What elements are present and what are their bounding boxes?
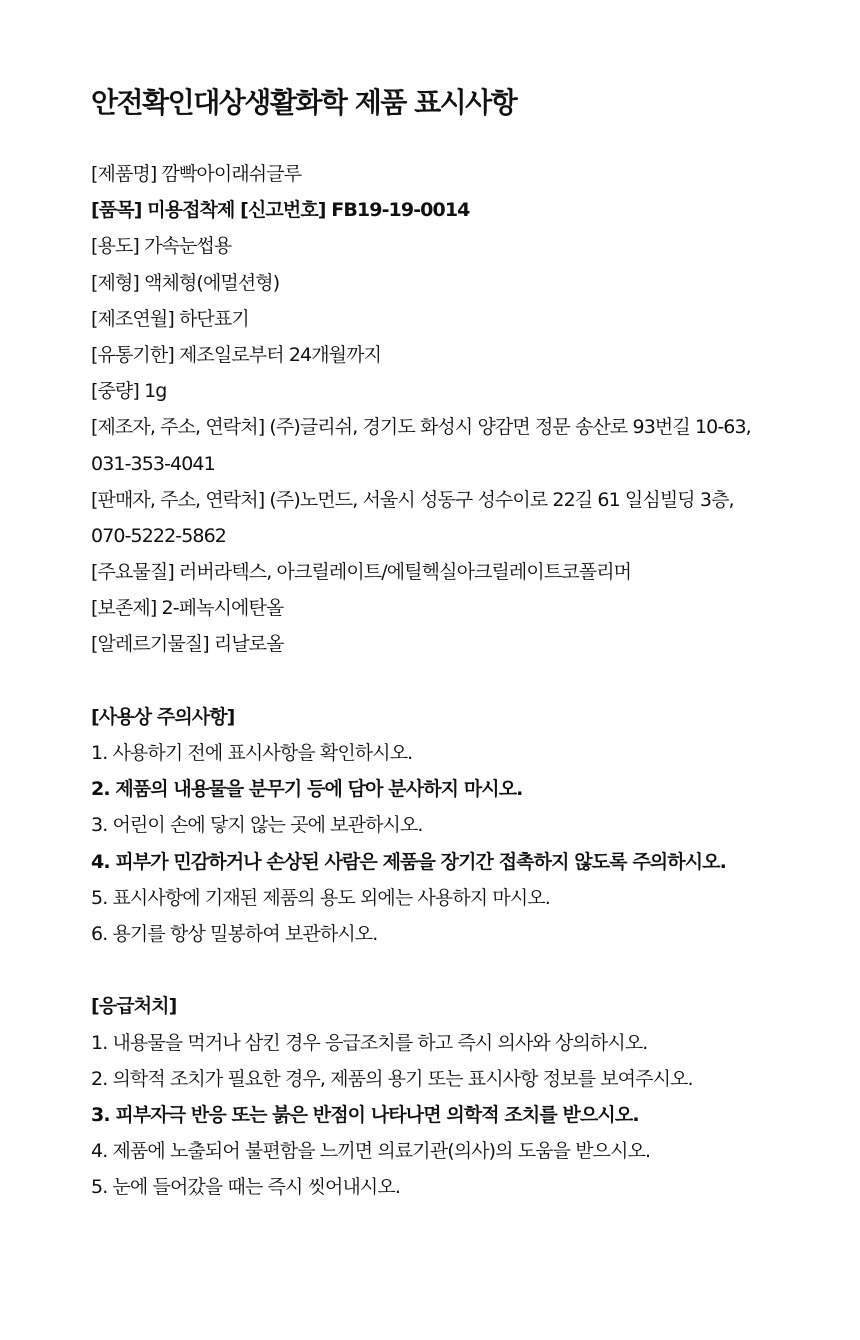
weight-line: [중량] 1g <box>91 380 167 403</box>
cautions-section <box>91 699 800 952</box>
first-aid-item: 5. 눈에 들어갔을 때는 즉시 씻어내시오. <box>91 1176 400 1199</box>
manufacturer-phone-line: 031-353-4041 <box>91 452 215 475</box>
manufacturer-line: [제조자, 주소, 연락처] (주)글리쉬, 경기도 화성시 양감면 정문 송산로 93번길 10-63, <box>91 416 751 439</box>
first-aid-item: 4. 제품에 노출되어 불편함을 느끼면 의료기관(의사)의 도움을 받으시오. <box>91 1140 651 1163</box>
caution-item: 2. 제품의 내용물을 분무기 등에 담아 분사하지 마시오. <box>91 778 523 801</box>
caution-item: 5. 표시사항에 기재된 제품의 용도 외에는 사용하지 마시오. <box>91 886 550 909</box>
item-registration-line: [품목] 미용접착제 [신고번호] FB19-19-0014 <box>91 199 470 222</box>
product-info-section <box>91 156 800 663</box>
seller-phone-line: 070-5222-5862 <box>91 524 226 547</box>
seller-line: [판매자, 주소, 연락처] (주)노먼드, 서울시 성동구 성수이로 22길 61 일심빌딩 3층, <box>91 488 734 511</box>
manufacture-date-line: [제조연월] 하단표기 <box>91 307 249 330</box>
cautions-heading: [사용상 주의사항] <box>91 705 235 728</box>
caution-item: 4. 피부가 민감하거나 손상된 사람은 제품을 장기간 접촉하지 않도록 주의하시오. <box>91 850 726 873</box>
allergen-line: [알레르기물질] 리날로올 <box>91 633 284 656</box>
section-spacer <box>91 952 800 988</box>
product-name-line: [제품명] 깜빡아이래쉬글루 <box>91 163 302 185</box>
main-substances-line: [주요물질] 러버라텍스, 아크릴레이트/에틸헥실아크릴레이트코폴리머 <box>91 561 632 584</box>
caution-item: 3. 어린이 손에 닿지 않는 곳에 보관하시오. <box>91 814 423 837</box>
section-spacer <box>91 663 800 699</box>
first-aid-item: 2. 의학적 조치가 필요한 경우, 제품의 용기 또는 표시사항 정보를 보여주시오. <box>91 1067 693 1090</box>
caution-item: 1. 사용하기 전에 표시사항을 확인하시오. <box>91 742 413 764</box>
first-aid-item: 1. 내용물을 먹거나 삼킨 경우 응급조치를 하고 즉시 의사와 상의하시오. <box>91 1031 648 1054</box>
first-aid-section <box>91 988 800 1205</box>
preservative-line: [보존제] 2-페녹시에탄올 <box>91 597 284 620</box>
caution-item: 6. 용기를 항상 밀봉하여 보관하시오. <box>91 922 378 945</box>
first-aid-heading: [응급처치] <box>91 995 177 1018</box>
first-aid-item: 3. 피부자극 반응 또는 붉은 반점이 나타나면 의학적 조치를 받으시오. <box>91 1103 639 1126</box>
formulation-line: [제형] 액체형(에멀션형) <box>91 271 280 294</box>
expiry-line: [유통기한] 제조일로부터 24개월까지 <box>91 343 382 366</box>
page-title: 안전확인대상생활화학 제품 표시사항 <box>91 86 517 119</box>
usage-line: [용도] 가속눈썹용 <box>91 235 232 258</box>
